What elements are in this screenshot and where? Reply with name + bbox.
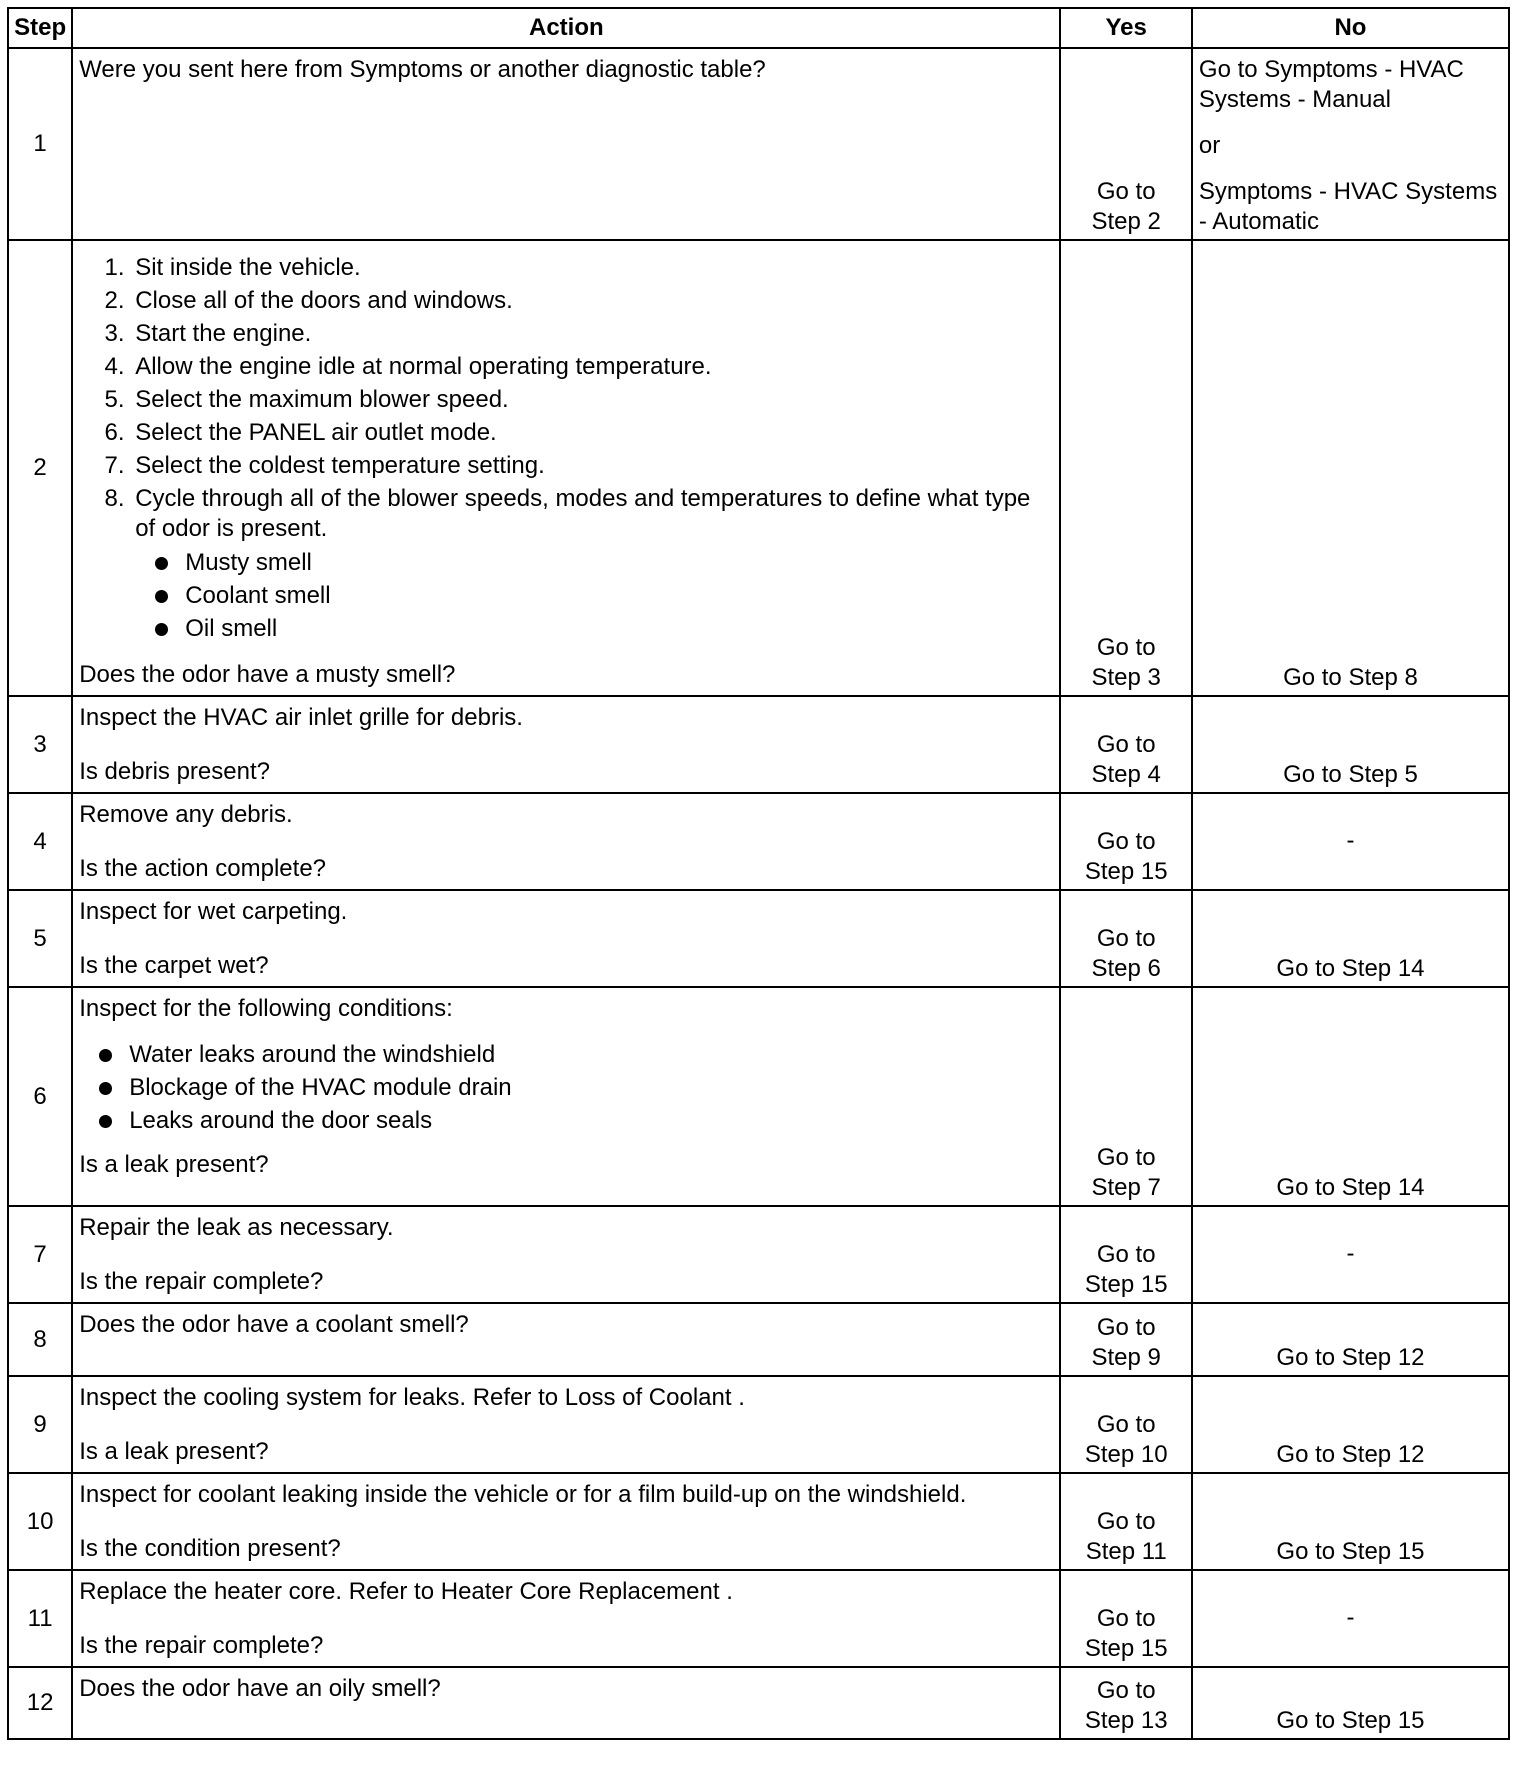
instruction-text: Repair the leak as necessary.: [79, 1214, 394, 1241]
table-row: [8, 1303, 1509, 1376]
table-row: [8, 48, 1509, 240]
action-cell: [72, 1376, 1060, 1473]
step-number: 9: [8, 1376, 72, 1473]
diagnostic-table: [7, 7, 1510, 1740]
no-cell: Go to Step 8: [1192, 240, 1509, 696]
yes-cell: [1060, 1667, 1191, 1739]
bullet-item: Blockage of the HVAC module drain: [79, 1073, 1053, 1103]
action-cell: [72, 1570, 1060, 1667]
instruction-text: Remove any debris.: [79, 801, 293, 828]
question-text: Is debris present?: [79, 758, 270, 785]
list-item-text: Cycle through all of the blower speeds, modes and temperatures to define what type of odor is present.: [135, 485, 1031, 542]
table-row: [8, 1667, 1509, 1739]
list-item: 6. Select the PANEL air outlet mode.: [131, 418, 1053, 448]
question-text: Is the carpet wet?: [79, 952, 269, 979]
header-action: Action: [72, 8, 1060, 48]
table-row: [8, 1206, 1509, 1303]
list-item: 1. Sit inside the vehicle.: [131, 253, 1053, 283]
yes-text: Go to Step 7: [1091, 1144, 1161, 1201]
header-no: No: [1192, 8, 1509, 48]
question-text: Does the odor have a coolant smell?: [79, 1311, 469, 1338]
header-yes: Yes: [1060, 8, 1191, 48]
yes-text: Go to Step 3: [1091, 634, 1161, 691]
table-row: [8, 987, 1509, 1206]
yes-text: Go to Step 11: [1085, 1508, 1167, 1565]
action-cell: [72, 1667, 1060, 1739]
bullet-item: Musty smell: [135, 548, 1053, 578]
bullet-item: Coolant smell: [135, 581, 1053, 611]
yes-cell: [1060, 1570, 1191, 1667]
list-item: 7. Select the coldest temperature setting.: [131, 451, 1053, 481]
question-text: Is the condition present?: [79, 1535, 341, 1562]
step-number: 7: [8, 1206, 72, 1303]
yes-cell: [1060, 1303, 1191, 1376]
instruction-text: Inspect for coolant leaking inside the vehicle or for a film build-up on the windshield.: [79, 1481, 967, 1508]
yes-text: Go to Step 15: [1084, 1605, 1168, 1662]
table-row: [8, 890, 1509, 987]
procedure-list: [79, 253, 1053, 644]
bullet-item: Water leaks around the windshield: [79, 1040, 1053, 1070]
instruction-text: Inspect for wet carpeting.: [79, 898, 348, 925]
no-cell: -: [1192, 1206, 1509, 1303]
list-item: 5. Select the maximum blower speed.: [131, 385, 1053, 415]
no-cell: Go to Step 12: [1192, 1376, 1509, 1473]
yes-text: Go to Step 13: [1084, 1677, 1168, 1734]
table-row: [8, 1473, 1509, 1570]
action-cell: [72, 987, 1060, 1206]
list-item: 4. Allow the engine idle at normal operating temperature.: [131, 352, 1053, 382]
yes-cell: [1060, 793, 1191, 890]
step-number: 12: [8, 1667, 72, 1739]
no-option-text: Symptoms - HVAC Systems - Automatic: [1198, 178, 1498, 235]
yes-cell: [1060, 1473, 1191, 1570]
step-number: 4: [8, 793, 72, 890]
table-row: [8, 1570, 1509, 1667]
action-cell: [72, 1206, 1060, 1303]
yes-text: Go to Step 6: [1091, 925, 1161, 982]
action-cell: [72, 1303, 1060, 1376]
yes-text: Go to Step 15: [1084, 1241, 1168, 1298]
odor-type-list: [135, 548, 1053, 644]
step-number: 3: [8, 696, 72, 793]
table-row: [8, 1376, 1509, 1473]
bullet-item: Oil smell: [135, 614, 1053, 644]
action-cell: [72, 48, 1060, 240]
question-text: Is the repair complete?: [79, 1632, 324, 1659]
no-cell: -: [1192, 793, 1509, 890]
yes-text: Go to Step 10: [1084, 1411, 1168, 1468]
yes-cell: [1060, 1206, 1191, 1303]
no-cell: Go to Step 12: [1192, 1303, 1509, 1376]
action-cell: [72, 240, 1060, 696]
question-text: Were you sent here from Symptoms or another diagnostic table?: [79, 56, 766, 83]
yes-cell: [1060, 48, 1191, 240]
header-step: Step: [8, 8, 72, 48]
question-text: Is the repair complete?: [79, 1268, 324, 1295]
yes-text: Go to Step 15: [1084, 828, 1168, 885]
list-item: 3. Start the engine.: [131, 319, 1053, 349]
no-option-text: Go to Symptoms - HVAC Systems - Manual: [1198, 56, 1464, 113]
question-text: Does the odor have a musty smell?: [79, 661, 456, 688]
step-number: 8: [8, 1303, 72, 1376]
step-number: 11: [8, 1570, 72, 1667]
no-cell: Go to Step 5: [1192, 696, 1509, 793]
yes-cell: [1060, 240, 1191, 696]
question-text: Is the action complete?: [79, 855, 327, 882]
step-number: 2: [8, 240, 72, 696]
no-cell: -: [1192, 1570, 1509, 1667]
no-cell: [1192, 48, 1509, 240]
instruction-text: Inspect the cooling system for leaks. Refer to Loss of Coolant .: [79, 1384, 745, 1411]
question-text: Is a leak present?: [79, 1438, 269, 1465]
yes-cell: [1060, 1376, 1191, 1473]
yes-text: Go to Step 9: [1091, 1314, 1161, 1371]
table-row: [8, 240, 1509, 696]
instruction-text: Inspect the HVAC air inlet grille for debris.: [79, 704, 523, 731]
yes-text: Go to Step 2: [1091, 178, 1161, 235]
bullet-item: Leaks around the door seals: [79, 1106, 1053, 1136]
yes-cell: [1060, 696, 1191, 793]
step-number: 1: [8, 48, 72, 240]
action-cell: [72, 793, 1060, 890]
action-cell: [72, 696, 1060, 793]
question-text: Is a leak present?: [79, 1151, 269, 1178]
no-cell: Go to Step 14: [1192, 987, 1509, 1206]
no-cell: Go to Step 15: [1192, 1667, 1509, 1739]
instruction-text: Replace the heater core. Refer to Heater Core Replacement .: [79, 1578, 733, 1605]
no-cell: Go to Step 14: [1192, 890, 1509, 987]
header-row: [8, 8, 1509, 48]
table-row: [8, 793, 1509, 890]
action-cell: [72, 890, 1060, 987]
no-or-text: or: [1198, 132, 1221, 159]
action-cell: [72, 1473, 1060, 1570]
step-number: 10: [8, 1473, 72, 1570]
yes-text: Go to Step 4: [1091, 731, 1161, 788]
step-number: 5: [8, 890, 72, 987]
table-row: [8, 696, 1509, 793]
instruction-text: Inspect for the following conditions:: [79, 995, 453, 1022]
yes-cell: [1060, 890, 1191, 987]
question-text: Does the odor have an oily smell?: [79, 1675, 441, 1702]
no-cell: Go to Step 15: [1192, 1473, 1509, 1570]
list-item: [131, 484, 1053, 644]
list-item: 2. Close all of the doors and windows.: [131, 286, 1053, 316]
step-number: 6: [8, 987, 72, 1206]
conditions-list: [79, 1040, 1053, 1136]
yes-cell: [1060, 987, 1191, 1206]
